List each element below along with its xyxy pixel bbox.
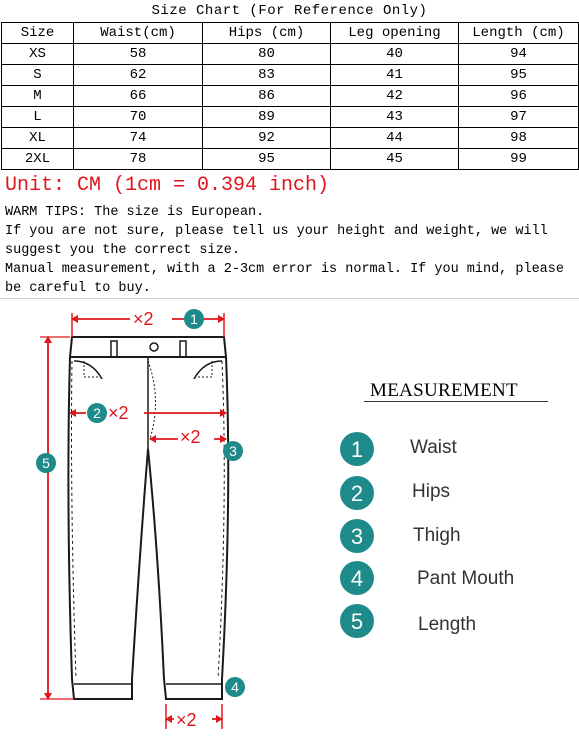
times2-mouth: ×2 xyxy=(176,710,197,730)
table-cell: 86 xyxy=(203,86,331,107)
warm-tips xyxy=(5,203,577,298)
unit-note: Unit: CM (1cm = 0.394 inch) xyxy=(5,174,330,197)
header-waist: Waist(cm) xyxy=(74,23,203,44)
legend-thigh: Thigh xyxy=(413,525,461,546)
table-row xyxy=(2,44,579,65)
pants-drawing xyxy=(68,337,228,699)
times2-thigh: ×2 xyxy=(180,427,201,447)
table-header-row xyxy=(2,23,579,44)
table-cell: 95 xyxy=(203,149,331,170)
chart-title: Size Chart (For Reference Only) xyxy=(151,3,428,19)
table-cell: 45 xyxy=(331,149,459,170)
svg-text:3: 3 xyxy=(350,524,364,549)
table-row xyxy=(2,128,579,149)
size-table xyxy=(1,22,579,170)
times2-hips: ×2 xyxy=(108,403,129,423)
legend-length: Length xyxy=(418,614,477,635)
table-cell: 99 xyxy=(459,149,579,170)
table-cell: 95 xyxy=(459,65,579,86)
measurement-title: MEASUREMENT xyxy=(370,380,518,401)
table-cell: 97 xyxy=(459,107,579,128)
table-cell: 92 xyxy=(203,128,331,149)
table-cell: 40 xyxy=(331,44,459,65)
legend-pant-mouth: Pant Mouth xyxy=(417,568,515,589)
table-cell: 43 xyxy=(331,107,459,128)
pants-measurement-diagram xyxy=(0,299,579,752)
svg-text:2: 2 xyxy=(350,481,364,506)
table-cell: 70 xyxy=(74,107,203,128)
table-cell: 44 xyxy=(331,128,459,149)
table-cell: 42 xyxy=(331,86,459,107)
svg-text:4: 4 xyxy=(231,679,239,695)
header-leg-opening: Leg opening xyxy=(331,23,459,44)
table-row xyxy=(2,65,579,86)
table-cell: M xyxy=(2,86,74,107)
measurement-underline xyxy=(364,401,548,402)
table-cell: 96 xyxy=(459,86,579,107)
table-row xyxy=(2,86,579,107)
times2-waist: ×2 xyxy=(133,309,154,329)
header-size: Size xyxy=(2,23,74,44)
svg-text:1: 1 xyxy=(350,437,364,462)
table-cell: 66 xyxy=(74,86,203,107)
table-cell: 62 xyxy=(74,65,203,86)
table-cell: 80 xyxy=(203,44,331,65)
svg-text:1: 1 xyxy=(190,311,198,327)
table-cell: XS xyxy=(2,44,74,65)
legend-hips: Hips xyxy=(412,481,451,502)
svg-text:2: 2 xyxy=(93,405,101,421)
table-cell: L xyxy=(2,107,74,128)
table-cell: 83 xyxy=(203,65,331,86)
table-cell: XL xyxy=(2,128,74,149)
table-cell: 2XL xyxy=(2,149,74,170)
table-cell: 58 xyxy=(74,44,203,65)
table-cell: 41 xyxy=(331,65,459,86)
table-cell: 89 xyxy=(203,107,331,128)
svg-text:4: 4 xyxy=(350,566,364,591)
tips-line-2: If you are not sure, please tell us your height and weight, we will suggest you the correct size. xyxy=(5,224,548,258)
table-row xyxy=(2,107,579,128)
header-length: Length (cm) xyxy=(459,23,579,44)
table-row xyxy=(2,149,579,170)
table-cell: S xyxy=(2,65,74,86)
svg-text:5: 5 xyxy=(350,609,364,634)
table-cell: 78 xyxy=(74,149,203,170)
table-cell: 74 xyxy=(74,128,203,149)
table-cell: 94 xyxy=(459,44,579,65)
legend-waist: Waist xyxy=(410,437,457,458)
table-cell: 98 xyxy=(459,128,579,149)
header-hips: Hips (cm) xyxy=(203,23,331,44)
svg-text:3: 3 xyxy=(229,443,237,459)
tips-line-1: WARM TIPS: The size is European. xyxy=(5,205,265,220)
svg-text:5: 5 xyxy=(42,455,50,471)
tips-line-3: Manual measurement, with a 2-3cm error is normal. If you mind, please be careful to buy. xyxy=(5,262,564,296)
